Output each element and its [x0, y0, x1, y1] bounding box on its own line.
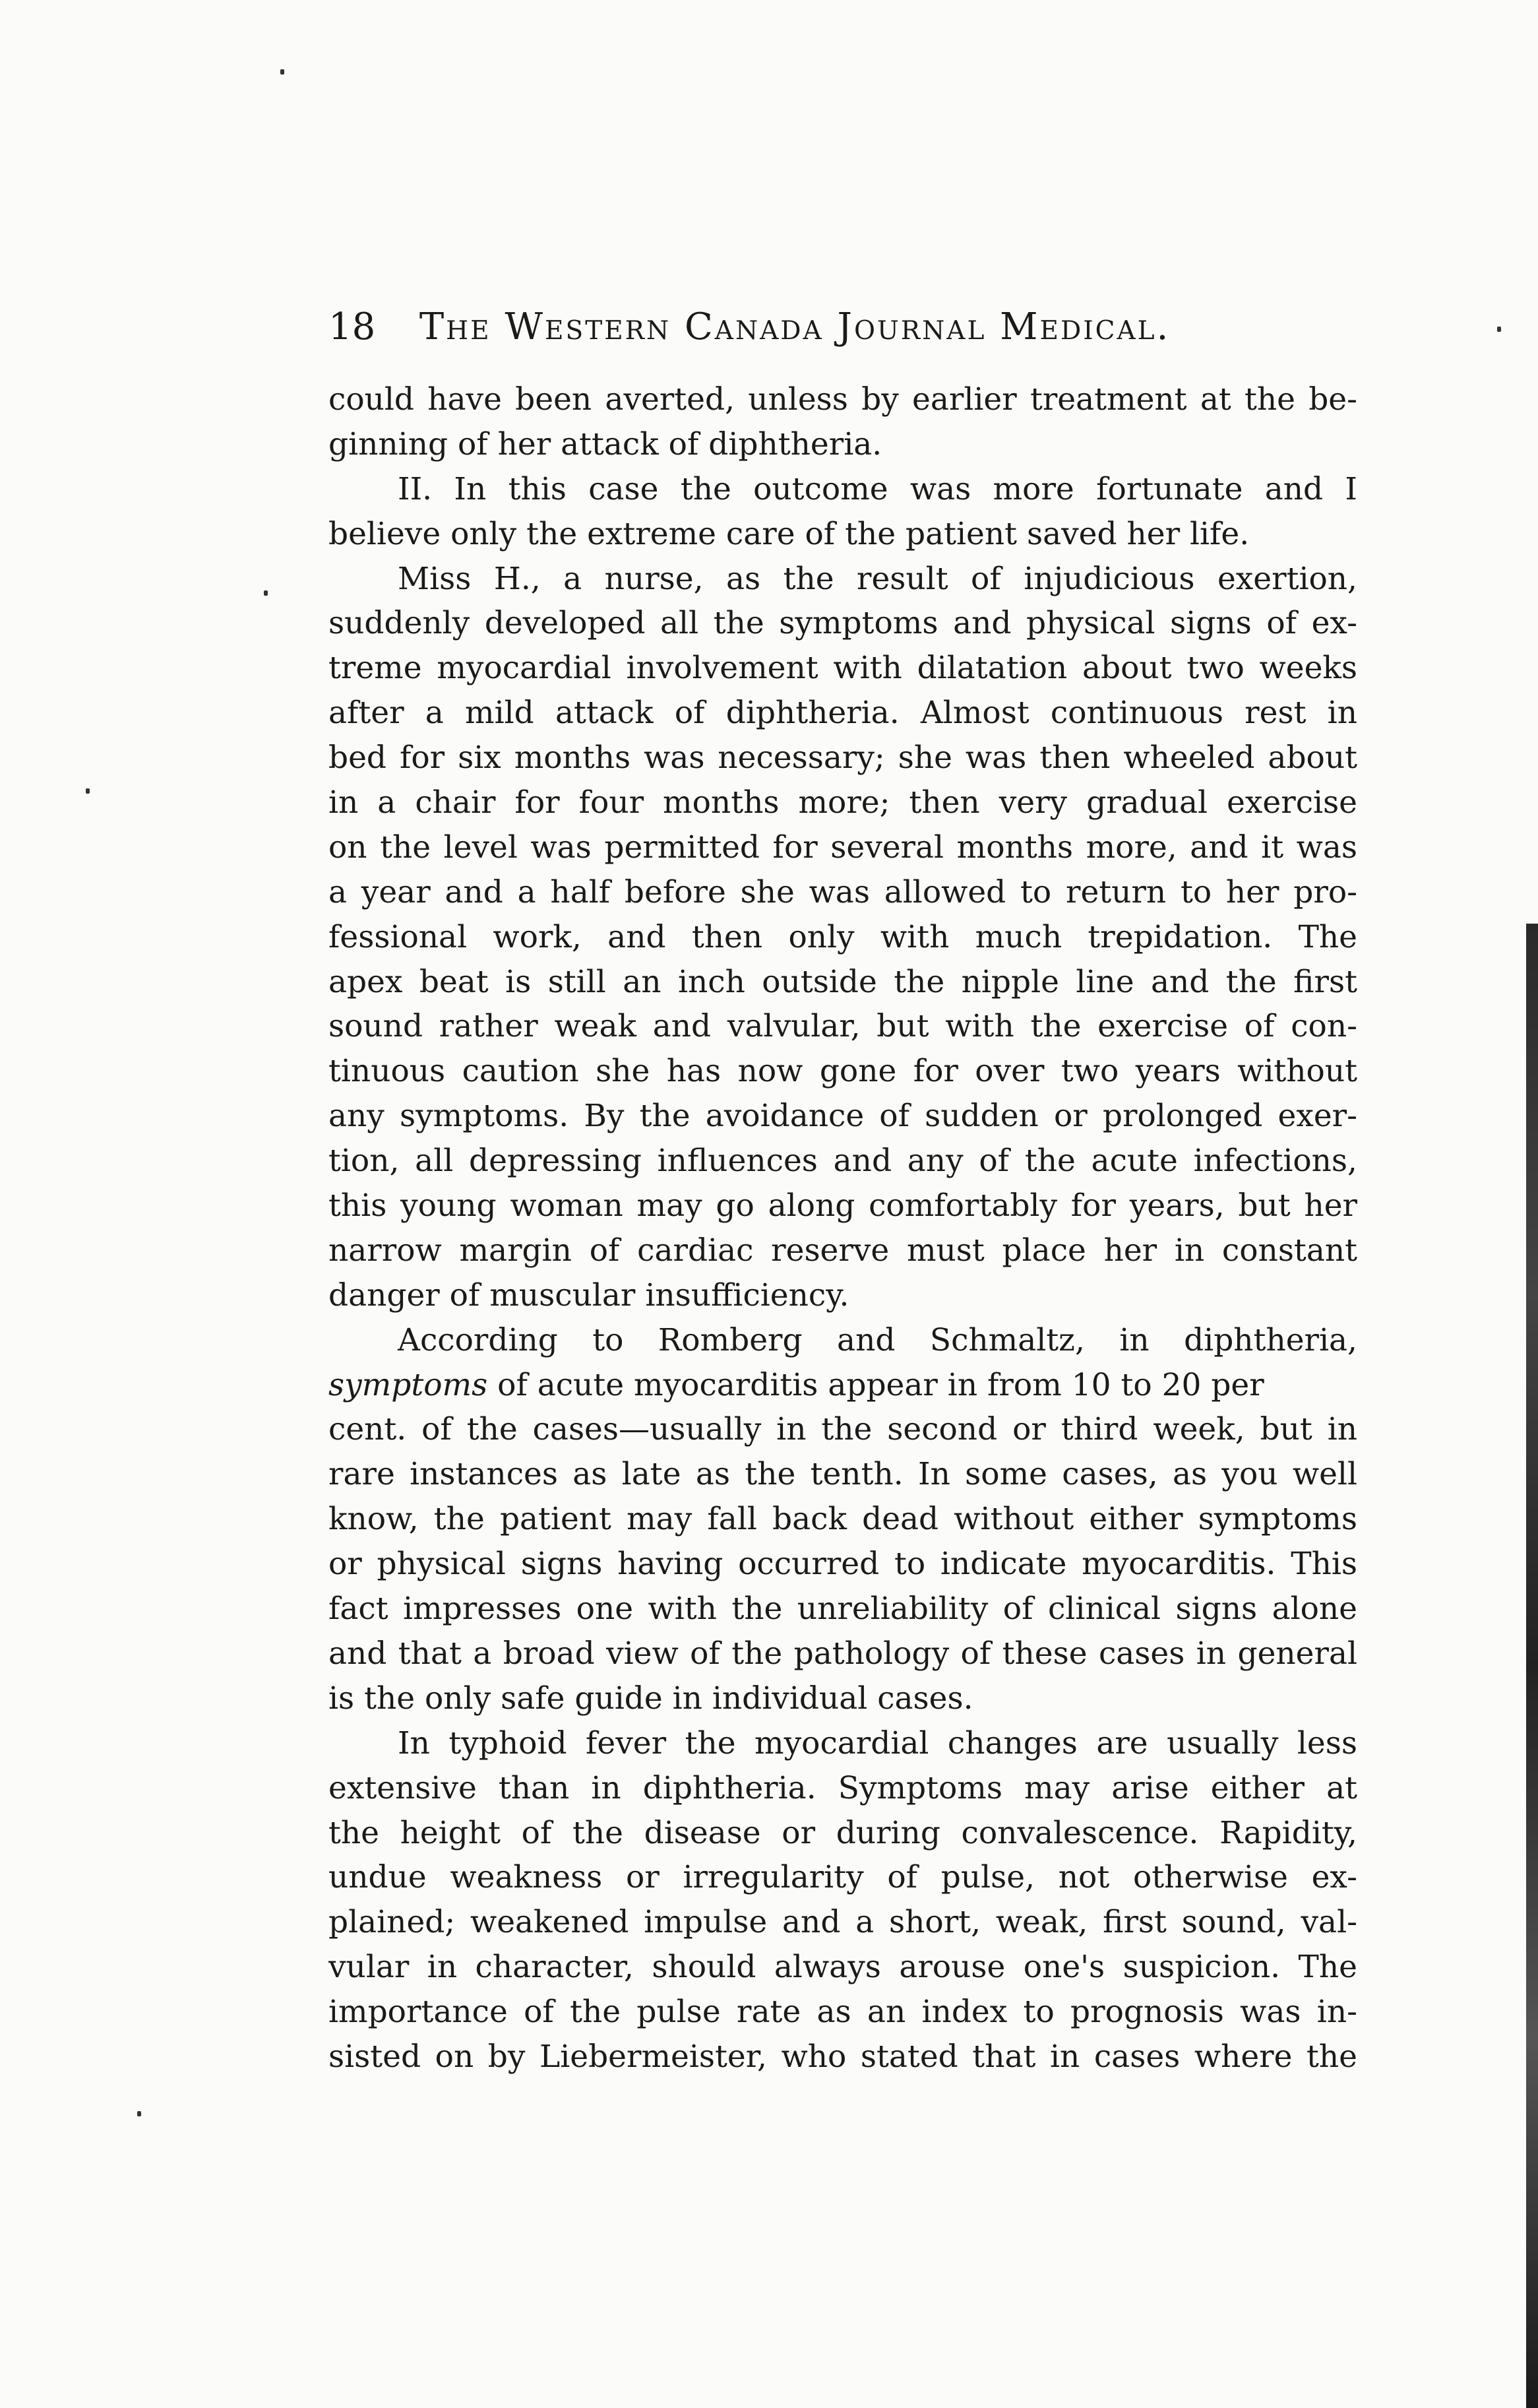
- text-line: could have been averted, unless by earlier treatment at the be-: [328, 381, 1357, 418]
- text-line: a year and a half before she was allowed to return to her pro-: [328, 873, 1357, 910]
- text-line: extensive than in diphtheria. Symptoms may arise either at: [328, 1769, 1357, 1806]
- text-line: apex beat is still an inch outside the nipple line and the first: [328, 963, 1357, 1000]
- scan-speck: [264, 590, 268, 596]
- text-line: ginning of her attack of diphtheria.: [328, 426, 882, 462]
- text-line: fessional work, and then only with much trepidation. The: [328, 918, 1357, 955]
- scan-edge-shadow: [1526, 924, 1538, 2408]
- text-line: believe only the extreme care of the patient saved her life.: [328, 515, 1250, 552]
- text-line: any symptoms. By the avoidance of sudden or prolonged exer-: [328, 1098, 1357, 1135]
- text-line: Miss H., a nurse, as the result of injudicious exertion,: [398, 560, 1357, 597]
- text-line: plained; weakened impulse and a short, weak, first sound, val-: [328, 1904, 1357, 1941]
- text-line: rare instances as late as the tenth. In some cases, as you well: [328, 1456, 1357, 1493]
- text-line: after a mild attack of diphtheria. Almost continuous rest in: [328, 695, 1357, 732]
- text-line: sound rather weak and valvular, but with the exercise of con-: [328, 1008, 1357, 1045]
- text-line: know, the patient may fall back dead without either symptoms: [328, 1501, 1357, 1538]
- body-text: [328, 377, 1357, 2079]
- text-line: cent. of the cases—usually in the second or third week, but in: [328, 1411, 1357, 1448]
- text-line: treme myocardial involvement with dilatation about two weeks: [328, 650, 1357, 687]
- text-line: [328, 1363, 1357, 1408]
- text-line: II. In this case the outcome was more fortunate and I: [398, 470, 1357, 507]
- text-fragment: of acute myocarditis appear in from 10 to 20 per: [487, 1366, 1264, 1403]
- text-line: tinuous caution she has now gone for over two years without: [328, 1053, 1357, 1090]
- text-line: this young woman may go along comfortably for years, but her: [328, 1188, 1357, 1224]
- running-title: The Western Canada Journal Medical.: [419, 305, 1171, 348]
- text-line: suddenly developed all the symptoms and physical signs of ex-: [328, 605, 1357, 642]
- text-line: importance of the pulse rate as an index to prognosis was in-: [328, 1994, 1357, 2031]
- scan-speck: [137, 2111, 141, 2116]
- text-line: or physical signs having occurred to indicate myocarditis. This: [328, 1546, 1357, 1583]
- text-line: narrow margin of cardiac reserve must place her in constant: [328, 1232, 1357, 1269]
- emphasis-symptoms: symptoms: [328, 1366, 488, 1403]
- page-number: 18: [328, 305, 376, 348]
- text-line: undue weakness or irregularity of pulse, not otherwise ex-: [328, 1859, 1357, 1896]
- text-line: in a chair for four months more; then very gradual exercise: [328, 784, 1357, 821]
- text-line: fact impresses one with the unreliability of clinical signs alone: [328, 1591, 1357, 1628]
- text-line: on the level was permitted for several months more, and it was: [328, 829, 1357, 866]
- text-line: danger of muscular insufficiency.: [328, 1277, 849, 1314]
- running-header: [328, 301, 1285, 354]
- scan-speck: [280, 69, 284, 75]
- text-line: According to Romberg and Schmaltz, in diphtheria,: [398, 1321, 1357, 1358]
- text-line: vular in character, should always arouse one's suspicion. The: [328, 1949, 1357, 1986]
- text-line: and that a broad view of the pathology of these cases in general: [328, 1635, 1357, 1672]
- text-line: tion, all depressing influences and any of the acute infections,: [328, 1143, 1357, 1180]
- scan-speck: [86, 788, 90, 794]
- text-line: is the only safe guide in individual cases.: [328, 1680, 973, 1717]
- text-line: bed for six months was necessary; she was then wheeled about: [328, 740, 1357, 776]
- text-line: the height of the disease or during convalescence. Rapidity,: [328, 1814, 1357, 1851]
- text-line: In typhoid fever the myocardial changes are usually less: [398, 1725, 1357, 1761]
- scan-speck: [1497, 327, 1501, 332]
- text-line: sisted on by Liebermeister, who stated that in cases where the: [328, 2038, 1357, 2075]
